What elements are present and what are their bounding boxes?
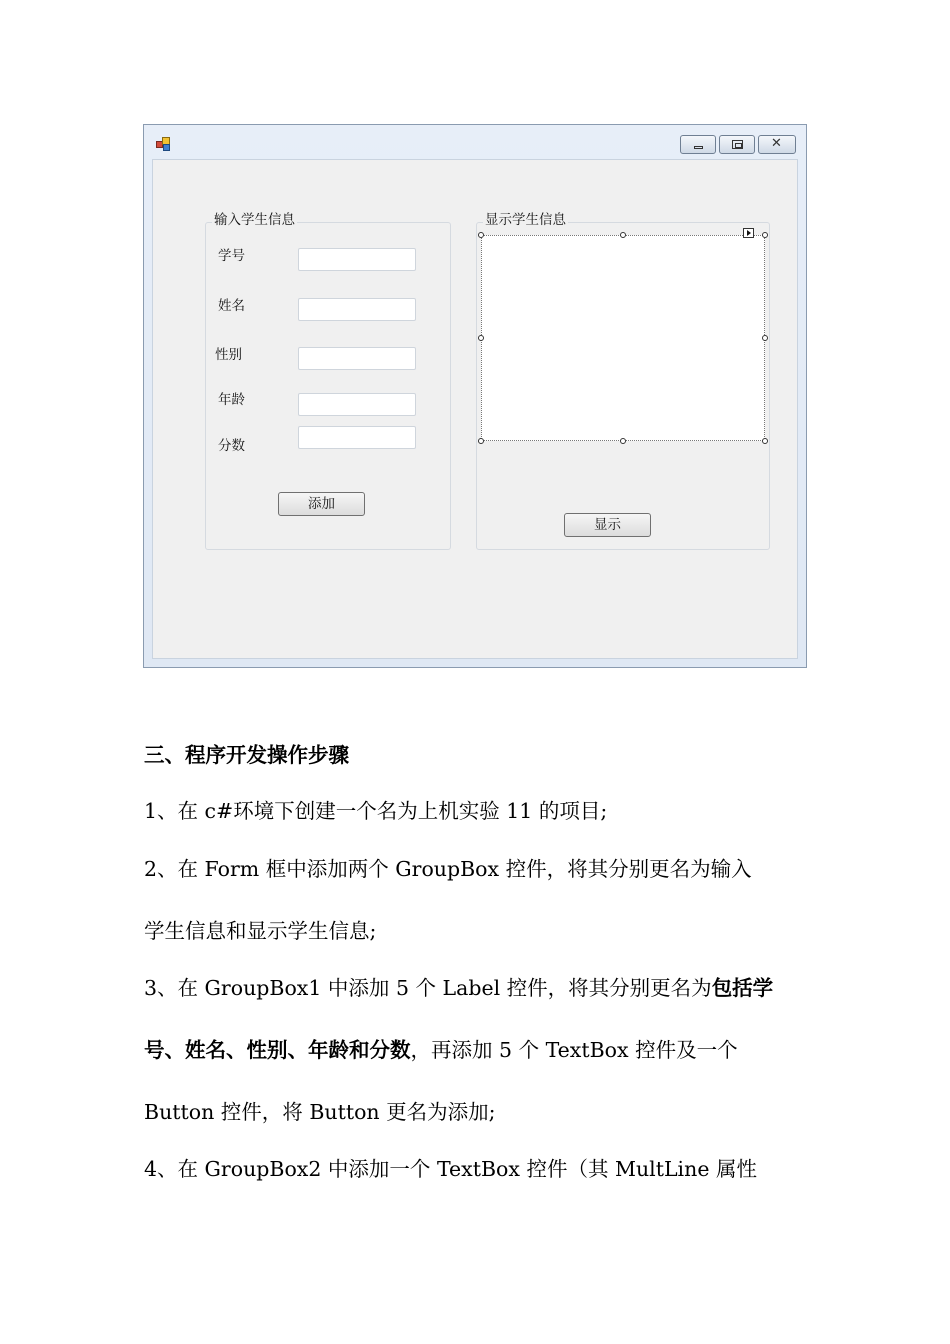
step-2-line-2: 学生信息和显示学生信息;	[144, 919, 377, 943]
close-button[interactable]	[758, 135, 796, 154]
step-3-bold-text: 包括学	[711, 976, 774, 1000]
add-button[interactable]: 添加	[278, 492, 365, 516]
show-button[interactable]: 显示	[564, 513, 651, 537]
resize-handle[interactable]	[478, 335, 484, 341]
label-age: 年龄	[218, 392, 245, 408]
age-textbox[interactable]	[298, 393, 416, 416]
label-student-id: 学号	[218, 248, 245, 264]
step-3-line-2	[144, 1036, 814, 1064]
maximize-icon	[732, 140, 743, 149]
minimize-icon	[694, 146, 703, 149]
smart-tag-icon[interactable]	[743, 228, 754, 238]
title-bar	[144, 125, 806, 159]
step-3-text: ，再添加 5 个 TextBox 控件及一个	[410, 1038, 738, 1062]
multiline-textbox[interactable]	[481, 235, 765, 441]
section-heading: 三、程序开发操作步骤	[144, 743, 349, 767]
label-name: 姓名	[218, 298, 245, 314]
step-3-bold-text: 号、姓名、性别、年龄和分数	[144, 1038, 411, 1062]
step-2-line-1: 2、在 Form 框中添加两个 GroupBox 控件，将其分别更名为输入	[144, 857, 752, 881]
name-textbox[interactable]	[298, 298, 416, 321]
resize-handle[interactable]	[620, 438, 626, 444]
display-student-info-groupbox	[476, 212, 770, 550]
resize-handle[interactable]	[478, 232, 484, 238]
groupbox-title: 输入学生信息	[214, 212, 295, 228]
step-1: 1、在 c#环境下创建一个名为上机实验 11 的项目;	[144, 799, 608, 823]
resize-handle[interactable]	[762, 232, 768, 238]
form-app-icon	[156, 137, 172, 151]
label-gender: 性别	[215, 347, 242, 363]
resize-handle[interactable]	[478, 438, 484, 444]
step-4: 4、在 GroupBox2 中添加一个 TextBox 控件（其 MultLine 属性	[144, 1157, 757, 1181]
maximize-button[interactable]	[719, 135, 755, 154]
score-textbox[interactable]	[298, 426, 416, 449]
groupbox-title: 显示学生信息	[485, 212, 566, 228]
step-3-text: 3、在 GroupBox1 中添加 5 个 Label 控件，将其分别更名为	[144, 976, 712, 1000]
label-score: 分数	[218, 438, 245, 454]
form-designer-window	[143, 124, 807, 668]
step-3-line-3: Button 控件，将 Button 更名为添加;	[144, 1100, 496, 1124]
resize-handle[interactable]	[762, 438, 768, 444]
gender-textbox[interactable]	[298, 347, 416, 370]
resize-handle[interactable]	[762, 335, 768, 341]
minimize-button[interactable]	[680, 135, 716, 154]
resize-handle[interactable]	[620, 232, 626, 238]
student-id-textbox[interactable]	[298, 248, 416, 271]
close-icon: ✕	[771, 136, 782, 151]
input-student-info-groupbox	[205, 212, 451, 550]
form-client-area	[152, 159, 798, 659]
step-3-line-1	[144, 974, 814, 1002]
